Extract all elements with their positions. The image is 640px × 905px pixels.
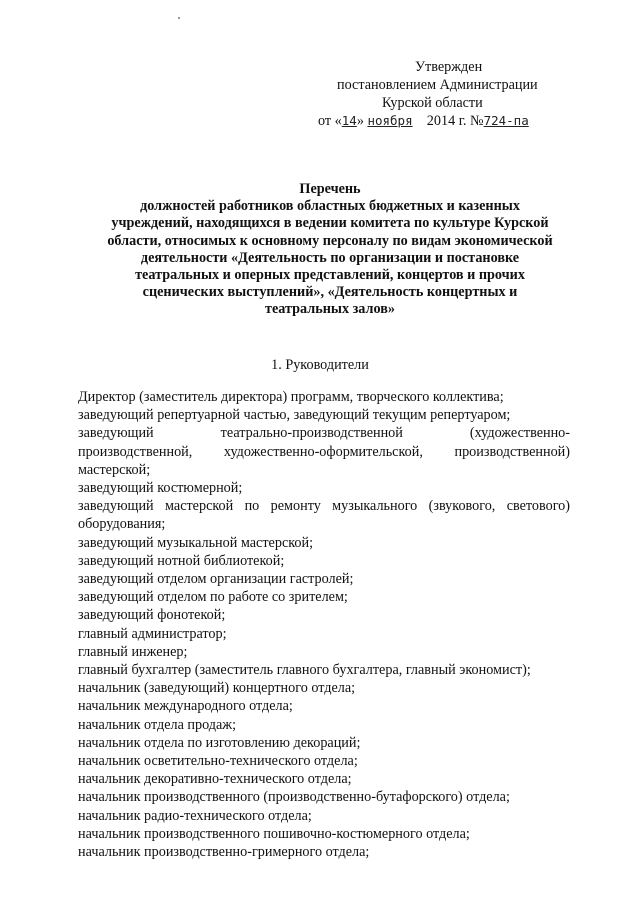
- title-line: сценических выступлений», «Деятельность концертных и: [142, 284, 518, 301]
- title-line: области, относимых к основному персоналу по видам экономической: [107, 232, 553, 249]
- date-year: 2014 г. №: [426, 113, 484, 129]
- date-quote: »: [356, 113, 364, 129]
- document-title: [100, 181, 560, 319]
- list-item: производственной, художественно-оформительской, производственной): [78, 443, 570, 460]
- list-item: начальник осветительно-технического отдела;: [78, 753, 358, 770]
- approval-line-approved: Утвержден: [415, 59, 483, 75]
- list-item: заведующий репертуарной частью, заведующий текущим репертуаром;: [78, 407, 511, 424]
- approval-line-region: Курской области: [382, 95, 483, 111]
- list-item: начальник декоративно-технического отдела;: [78, 771, 352, 788]
- title-line: деятельности «Деятельность по организации и постановке: [140, 249, 520, 266]
- list-item: заведующий фонотекой;: [78, 607, 226, 624]
- list-item: оборудования;: [78, 516, 166, 533]
- list-item: главный бухгалтер (заместитель главного бухгалтера, главный экономист);: [78, 662, 531, 679]
- title-line: учреждений, находящихся в ведении комитета по культуре Курской: [111, 215, 549, 232]
- list-item: начальник отдела продаж;: [78, 716, 237, 733]
- document-number: 724-па: [483, 113, 529, 128]
- list-item: начальник (заведующий) концертного отдела;: [78, 680, 356, 697]
- list-item: заведующий нотной библиотекой;: [78, 552, 285, 569]
- list-item: начальник производственного (производственно-бутафорского) отдела;: [78, 789, 510, 806]
- list-item: заведующий отделом организации гастролей;: [78, 571, 354, 588]
- title-line: театральных залов»: [265, 301, 395, 318]
- list-item: главный администратор;: [78, 625, 227, 642]
- list-item: заведующий костюмерной;: [78, 480, 243, 497]
- list-item: заведующий театрально-производственной (художественно-: [78, 425, 570, 442]
- list-item: заведующий мастерской по ремонту музыкального (звукового, светового): [78, 498, 570, 515]
- title-line: театральных и оперных представлений, концертов и прочих: [135, 267, 525, 284]
- date-prefix: от «: [318, 113, 342, 129]
- list-item: начальник отдела по изготовлению декораций;: [78, 734, 361, 751]
- title-line: должностей работников областных бюджетных и казенных: [140, 198, 520, 215]
- section-heading: 1. Руководители: [271, 357, 369, 373]
- list-item: мастерской;: [78, 461, 151, 478]
- list-item: заведующий отделом по работе со зрителем;: [78, 589, 348, 606]
- list-item: Директор (заместитель директора) программ, творческого коллектива;: [78, 389, 504, 405]
- date-day: 14: [341, 113, 357, 128]
- date-month: ноября: [367, 113, 413, 128]
- list-item: начальник производственного пошивочно-костюмерного отдела;: [78, 825, 470, 842]
- positions-list: [78, 388, 570, 861]
- title-heading: Перечень: [299, 181, 361, 197]
- list-item: начальник производственно-гримерного отдела;: [78, 844, 370, 861]
- list-item: начальник международного отдела;: [78, 698, 293, 715]
- list-item: главный инженер;: [78, 643, 188, 660]
- approval-stamp: [318, 58, 578, 130]
- list-item: начальник радио-технического отдела;: [78, 807, 312, 824]
- approval-date-line: [318, 112, 578, 130]
- list-item: заведующий музыкальной мастерской;: [78, 534, 314, 551]
- scan-speck: [178, 17, 180, 19]
- approval-line-resolution: постановлением Администрации: [337, 77, 538, 93]
